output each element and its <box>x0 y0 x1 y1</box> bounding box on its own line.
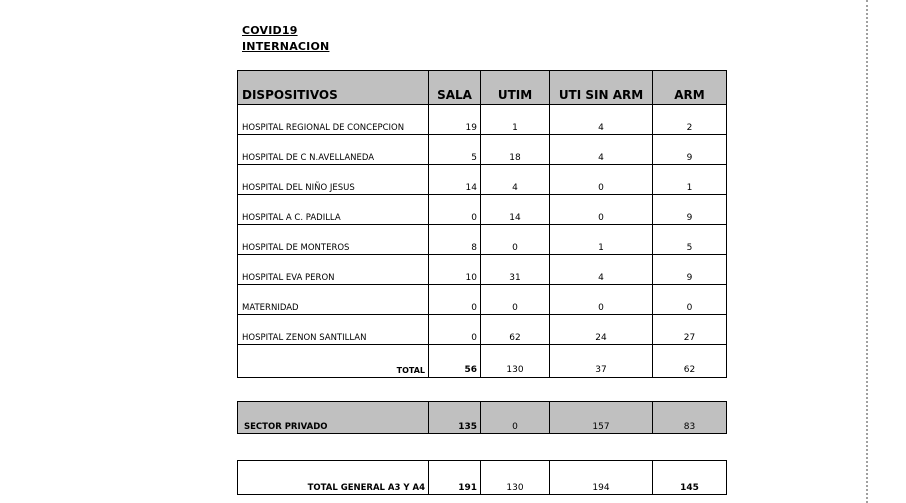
cell-name: HOSPITAL DE C N.AVELLANEDA <box>238 135 429 165</box>
cell-utim: 0 <box>481 285 550 315</box>
table-row <box>238 285 727 315</box>
cell-utim: 4 <box>481 165 550 195</box>
cell-arm: 0 <box>653 285 727 315</box>
table-row <box>238 225 727 255</box>
total-general-utim: 130 <box>481 461 550 495</box>
internacion-table <box>237 70 727 378</box>
header-uti-sin-arm: UTI SIN ARM <box>550 71 653 105</box>
cell-arm: 1 <box>653 165 727 195</box>
total-general-table <box>237 460 727 495</box>
cell-name: MATERNIDAD <box>238 285 429 315</box>
cell-uti-sin-arm: 4 <box>550 135 653 165</box>
cell-uti-sin-arm: 0 <box>550 165 653 195</box>
table-row <box>238 255 727 285</box>
table-header-row <box>238 71 727 105</box>
cell-uti-sin-arm: 0 <box>550 195 653 225</box>
cell-name: HOSPITAL EVA PERON <box>238 255 429 285</box>
cell-utim: 62 <box>481 315 550 345</box>
total-label: TOTAL <box>238 345 429 378</box>
cell-sala: 14 <box>429 165 481 195</box>
total-sala: 56 <box>429 345 481 378</box>
cell-utim: 18 <box>481 135 550 165</box>
table-row <box>238 195 727 225</box>
cell-name: HOSPITAL DE MONTEROS <box>238 225 429 255</box>
cell-arm: 9 <box>653 135 727 165</box>
cell-utim: 31 <box>481 255 550 285</box>
total-general-row <box>238 461 727 495</box>
cell-uti-sin-arm: 4 <box>550 255 653 285</box>
cell-utim: 0 <box>481 225 550 255</box>
header-utim: UTIM <box>481 71 550 105</box>
total-utim: 130 <box>481 345 550 378</box>
cell-arm: 27 <box>653 315 727 345</box>
header-dispositivos: DISPOSITIVOS <box>238 71 429 105</box>
table-row <box>238 105 727 135</box>
total-row <box>238 345 727 378</box>
cell-uti-sin-arm: 0 <box>550 285 653 315</box>
total-general-uti-sin-arm: 194 <box>550 461 653 495</box>
title-covid19: COVID19 <box>242 24 298 37</box>
cell-name: HOSPITAL REGIONAL DE CONCEPCION <box>238 105 429 135</box>
total-general-label: TOTAL GENERAL A3 Y A4 <box>238 461 429 495</box>
total-uti-sin-arm: 37 <box>550 345 653 378</box>
cell-uti-sin-arm: 1 <box>550 225 653 255</box>
table-row <box>238 135 727 165</box>
cell-sala: 8 <box>429 225 481 255</box>
cell-name: HOSPITAL DEL NIÑO JESUS <box>238 165 429 195</box>
sector-privado-table <box>237 401 727 434</box>
header-arm: ARM <box>653 71 727 105</box>
cell-utim: 1 <box>481 105 550 135</box>
cell-uti-sin-arm: 4 <box>550 105 653 135</box>
total-general-sala: 191 <box>429 461 481 495</box>
header-sala: SALA <box>429 71 481 105</box>
title-internacion: INTERNACION <box>242 40 330 53</box>
cell-name: HOSPITAL ZENON SANTILLAN <box>238 315 429 345</box>
cell-sala: 19 <box>429 105 481 135</box>
sector-privado-row <box>238 402 727 434</box>
total-general-arm: 145 <box>653 461 727 495</box>
cell-utim: 14 <box>481 195 550 225</box>
sector-privado-uti-sin-arm: 157 <box>550 402 653 434</box>
table-row <box>238 315 727 345</box>
cell-arm: 9 <box>653 195 727 225</box>
cell-arm: 5 <box>653 225 727 255</box>
sector-privado-sala: 135 <box>429 402 481 434</box>
table-row <box>238 165 727 195</box>
cell-sala: 0 <box>429 285 481 315</box>
total-arm: 62 <box>653 345 727 378</box>
cell-name: HOSPITAL A C. PADILLA <box>238 195 429 225</box>
cell-sala: 0 <box>429 195 481 225</box>
cell-sala: 10 <box>429 255 481 285</box>
cell-sala: 0 <box>429 315 481 345</box>
cell-arm: 9 <box>653 255 727 285</box>
cell-arm: 2 <box>653 105 727 135</box>
sector-privado-arm: 83 <box>653 402 727 434</box>
sector-privado-label: SECTOR PRIVADO <box>238 402 429 434</box>
cell-uti-sin-arm: 24 <box>550 315 653 345</box>
page-break-line <box>866 0 868 503</box>
sector-privado-utim: 0 <box>481 402 550 434</box>
cell-sala: 5 <box>429 135 481 165</box>
